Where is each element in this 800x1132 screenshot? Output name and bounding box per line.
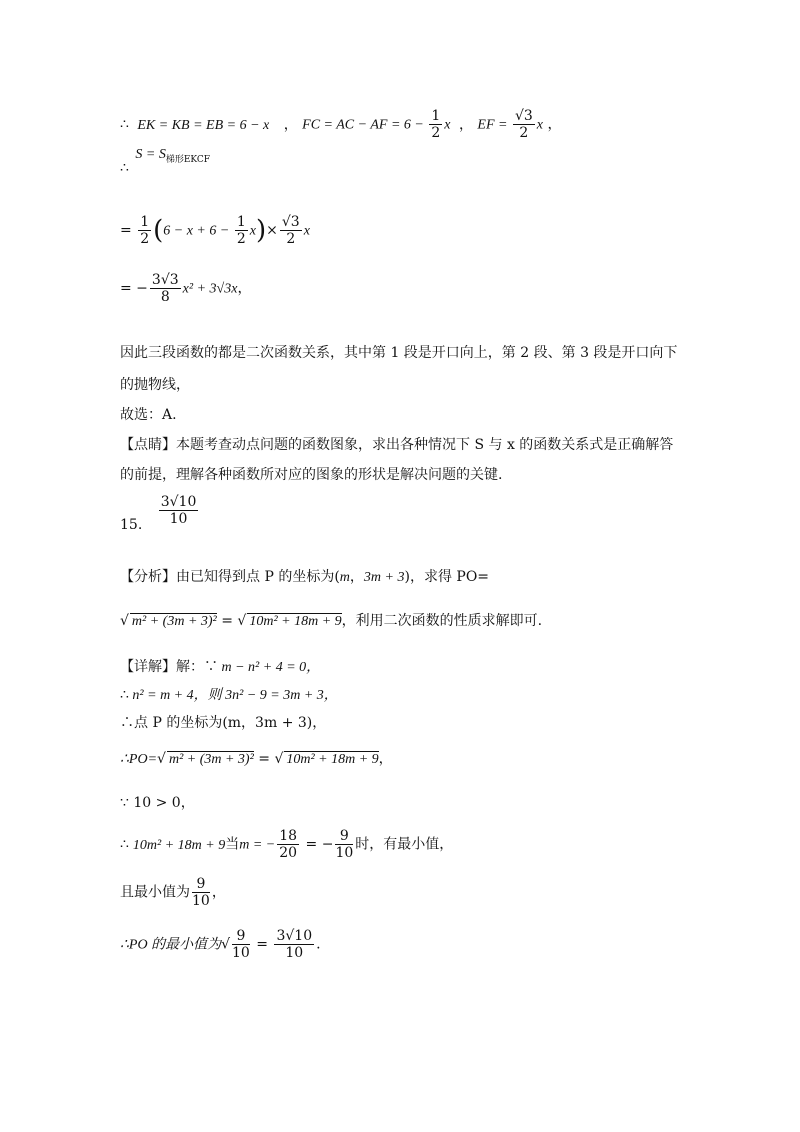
solution-line-6: ∴ 10m² + 18m + 9当m = − $\frac{18}{20}$ = − $\frac{9}{10}$ 时，有最小值， <box>120 828 454 862</box>
comment-line-1: 【点睛】本题考查动点问题的函数图象，求出各种情况下 S 与 x 的函数关系式是正确解答 <box>120 437 674 453</box>
fraction: $\frac{√3}{2}$ <box>281 214 300 248</box>
question-number: 15. <box>120 516 143 533</box>
fc-expression: FC = AC − AF = 6 − <box>302 117 428 133</box>
fraction: $\frac{√3}{2}$ <box>514 108 533 142</box>
line-area-formula: = $\frac{1}{2}$ (6 − x + 6 − $\frac{1}{2}$ x)× $\frac{√3}{2}$ x <box>120 214 310 248</box>
conclusion-line-1: 因此三段函数的都是二次函数关系，其中第 1 段是开口向上，第 2 段、第 3 段是开口向下 <box>120 345 678 361</box>
fraction: $\frac{3√3}{8}$ <box>151 272 179 306</box>
fraction: $\frac{9}{10}$ <box>232 928 250 962</box>
area-subscript: 梯形EKCF <box>165 155 211 165</box>
fraction: $\frac{1}{2}$ <box>431 108 441 142</box>
fraction: $\frac{1}{2}$ <box>140 214 150 248</box>
line-area-result: = − $\frac{3√3}{8}$ x² + 3√3x， <box>120 272 252 306</box>
solution-line-3: ∴点 P 的坐标为(m，3m + 3)， <box>120 715 327 731</box>
ek-expression: EK = KB = EB = 6 − x <box>137 117 270 133</box>
fraction: $\frac{9}{10}$ <box>192 876 210 910</box>
conclusion-line-2: 的抛物线， <box>120 377 190 393</box>
comment-line-2: 的前提，理解各种函数所对应的图象的形状是解决问题的关键. <box>120 467 503 483</box>
answer-fraction: $\frac{3√10}{10}$ <box>160 494 197 528</box>
fraction: $\frac{1}{2}$ <box>236 214 246 248</box>
area-expression: S = S <box>135 147 166 162</box>
solution-line-2: ∴ n² = m + 4，则 3n² − 9 = 3m + 3， <box>120 687 338 703</box>
solution-line-7: 且最小值为 $\frac{9}{10}$ ， <box>120 876 226 910</box>
solution-line-4: ∴PO=√ m² + (3m + 3)² = √ 10m² + 18m + 9， <box>120 751 393 767</box>
answer-choice: 故选：A. <box>120 407 177 423</box>
question-15-answer <box>120 494 200 533</box>
solution-line-1: 【详解】解：∵ m − n² + 4 = 0， <box>120 659 321 675</box>
fraction: $\frac{3√10}{10}$ <box>276 928 313 962</box>
line-area-definition <box>120 146 211 176</box>
therefore-symbol: ∴ <box>120 160 129 176</box>
distance-expression-line: √ m² + (3m + 3)² = √ 10m² + 18m + 9，利用二次函数的性质求解即可. <box>120 613 543 629</box>
fraction: $\frac{18}{20}$ <box>279 828 298 862</box>
solution-line-5: ∵ 10 > 0， <box>120 795 195 811</box>
ef-expression: EF = <box>477 117 511 133</box>
line-edge-lengths: ∴ EK = KB = EB = 6 − x ， FC = AC − AF = 6 − $\frac{1}{2}$ x ， EF = $\frac{√3}{2}$ x ， <box>120 108 562 142</box>
analysis-line: 【分析】由已知得到点 P 的坐标为(m，3m + 3)，求得 PO= <box>120 569 490 585</box>
therefore-symbol: ∴ <box>120 116 129 133</box>
solution-line-8: ∴PO 的最小值为√ $\frac{9}{10}$ = $\frac{3√10}{10}$ . <box>120 928 321 962</box>
fraction: $\frac{9}{10}$ <box>335 828 354 862</box>
